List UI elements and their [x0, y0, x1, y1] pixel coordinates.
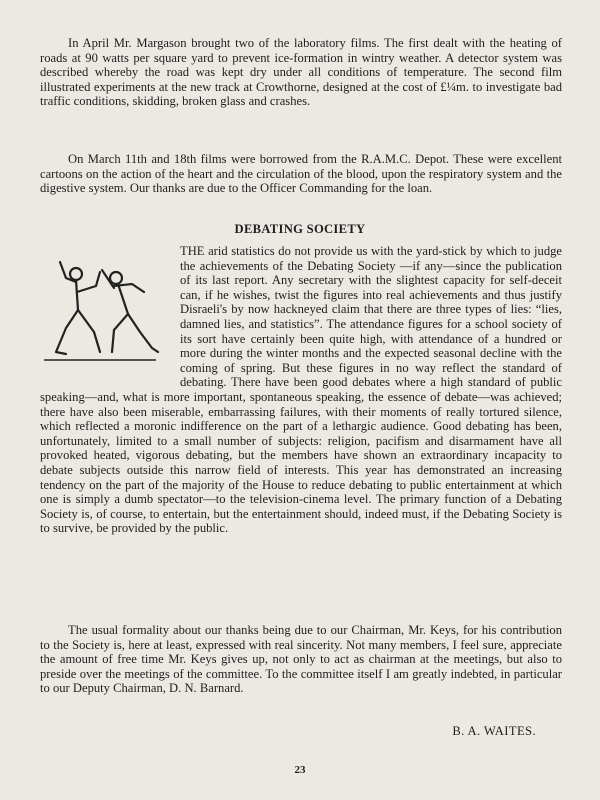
paragraph-thanks: The usual formality about our thanks being due to our Chairman, Mr. Keys, for his contribution to the Society is, here at least, expressed with real sincerity. Not many members, I feel sure, appreciate the amount of free time Mr. Keys gives up, not only to act as chairman at the meetings, but also to preside over the meetings of the committee. To the committee itself I am greatly indebted, in particular to our Deputy Chairman, D. N. Barnard.: [40, 623, 562, 696]
signature: B. A. WAITES.: [452, 724, 536, 738]
page-number: 23: [294, 764, 306, 776]
section-heading: DEBATING SOCIETY: [234, 222, 366, 236]
paragraph-debating: THE arid statistics do not provide us with the yard-stick by which to judge the achievements of the Debating Society —if any—since the publication of its last report. Any secretary with the slightest capacity for self-deceit can, if he wishes, twist the figures into real achievements and thus justify Disraeli's by now hackneyed claim that there are three types of lies: “lies, damned lies, and statistics”. The attendance figures for a school society of its sort have certainly been quite high, with attendance of a hundred or more during the winter months and the expected seasonal decline with the coming of spring. But these figures in no way reflect the standard of debating. There have been good debates where a high standard of public speaking—and, what is more important, spontaneous speaking, the essence of debate—was achieved; there have also been miserable, embarrassing failures, with their moments of really tortured silence, which reflected a moronic indifference on the part of a lethargic audience. Good debating has been, unfortunately, limited to a small number of subjects: religion, pacifism and disarmament have all provoked heated, vigorous debating, but the members have shown an extraordinary incapacity to debate subjects outside this narrow field of interests. This year has demonstrated an increasing tendency on the part of the majority of the House to reduce debating to public entertainment at which one is simply a dumb spectator—to the television-cinema level. The primary function of a Debating Society is, of course, to entertain, but the entertainment should, indeed must, if the Debating Society is to survive, be provided by the public.: [40, 244, 562, 536]
paragraph-films-laboratory: In April Mr. Margason brought two of the laboratory films. The first dealt with the heating of roads at 90 watts per square yard to prevent ice-formation in wintry weather. A detector system was described whereby the road was kept dry under all conditions of temperature. The second film illustrated experiments at the new track at Crowthorne, designed at the cost of £¼m. to investigate bad traffic conditions, skidding, broken glass and crashes.: [40, 36, 562, 109]
paragraph-films-ramc: On March 11th and 18th films were borrowed from the R.A.M.C. Depot. These were excellent cartoons on the action of the heart and the circulation of the blood, upon the respiratory system and the digestive system. Our thanks are due to the Officer Commanding for the loan.: [40, 152, 562, 196]
debating-section: [40, 244, 562, 536]
debaters-illustration-icon: [40, 248, 174, 380]
